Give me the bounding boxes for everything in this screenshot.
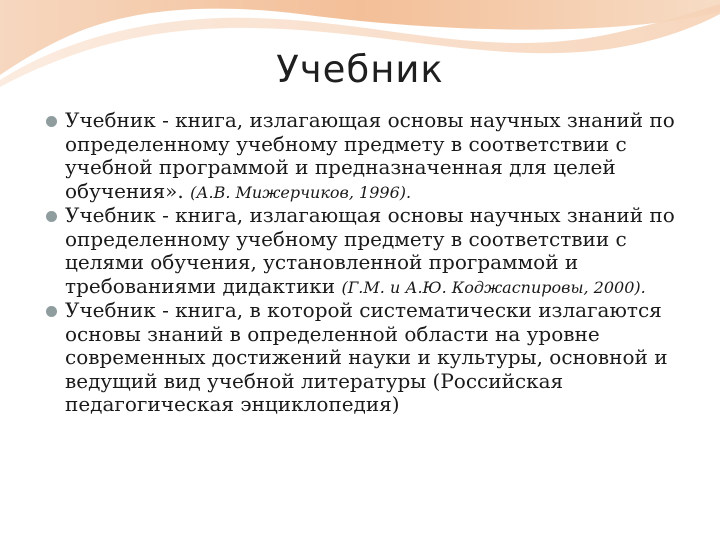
bullet-text: Учебник - книга, излагающая основы научных знаний по определенному учебному предмету в соответствии с учебной программой и предназначенная для целей обучения». (65, 108, 675, 203)
bullet-list (46, 109, 686, 417)
list-item (46, 299, 686, 417)
bullet-citation: (Г.М. и А.Ю. Коджаспировы, 2000). (341, 277, 646, 297)
bullet-dot-icon (46, 211, 57, 222)
list-item (46, 204, 686, 299)
list-item (46, 109, 686, 204)
bullet-dot-icon (46, 306, 57, 317)
bullet-citation: (А.В. Мижерчиков, 1996). (190, 182, 412, 202)
bullet-text: Учебник - книга, излагающая основы научных знаний по определенному учебному предмету в соответствии с целями обучения, установленной программой и требованиями дидактики (65, 203, 675, 298)
bullet-text: Учебник - книга, в которой систематически излагаются основы знаний в определенной области на уровне современных достижений науки и культуры, основной и ведущий вид учебной литературы (Российская педагогическая энциклопедия) (65, 298, 668, 416)
bullet-dot-icon (46, 116, 57, 127)
slide-title: Учебник (276, 48, 444, 91)
